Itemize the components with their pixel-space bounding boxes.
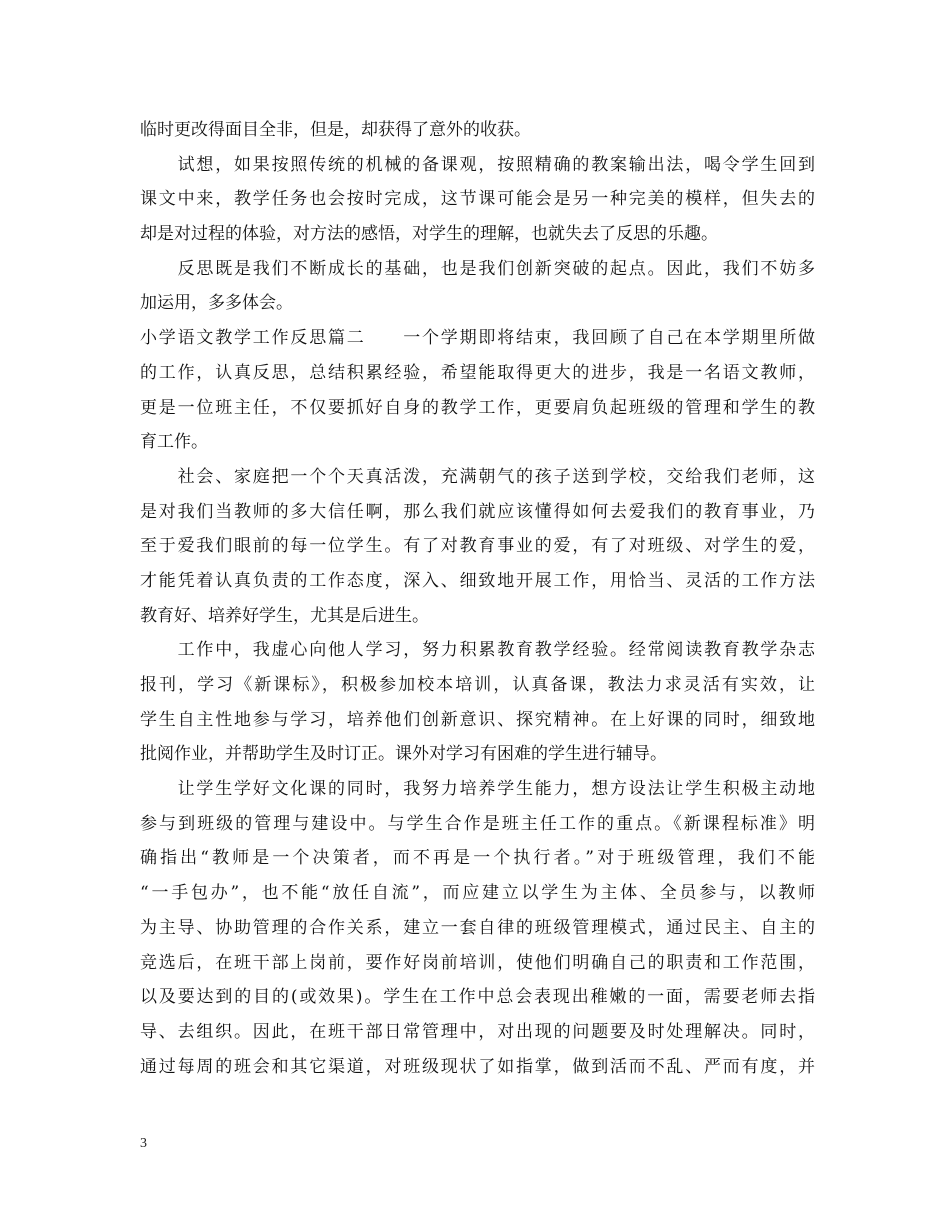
text-line: 至于爱我们眼前的每一位学生。有了对教育事业的爱，有了对班级、对学生的爱，: [140, 536, 815, 557]
text-line: 为主导、协助管理的合作关系，建立一套自律的班级管理模式，通过民主、自主的: [140, 917, 815, 938]
text-line: 试想，如果按照传统的机械的备课观，按照精确的教案输出法，喝令学生回到: [140, 154, 815, 175]
text-line: 教育好、培养好学生，尤其是后进生。: [140, 605, 429, 626]
text-line: 加运用，多多体会。: [140, 293, 293, 314]
text-line: 导、去组织。因此，在班干部日常管理中，对出现的问题要及时处理解决。同时，: [140, 1021, 815, 1042]
text-line: 通过每周的班会和其它渠道，对班级现状了如指掌，做到活而不乱、严而有度，并: [140, 1056, 815, 1077]
text-line: 才能凭着认真负责的工作态度，深入、细致地开展工作，用恰当、灵活的工作方法: [140, 570, 815, 591]
text-line: 课文中来，教学任务也会按时完成，这节课可能会是另一种完美的模样，但失去的: [140, 189, 815, 210]
text-line: 学生自主性地参与学习，培养他们创新意识、探究精神。在上好课的同时，细致地: [140, 709, 815, 730]
text-line: 社会、家庭把一个个天真活泼，充满朝气的孩子送到学校，交给我们老师，这: [140, 466, 815, 487]
page-number: 3: [140, 1136, 147, 1151]
text-line: 竞选后，在班干部上岗前，要作好岗前培训，使他们明确自己的职责和工作范围，: [140, 952, 815, 973]
text-line: 却是对过程的体验，对方法的感悟，对学生的理解，也就失去了反思的乐趣。: [140, 224, 718, 245]
text-line: 参与到班级的管理与建设中。与学生合作是班主任工作的重点。《新课程标准》明: [140, 813, 815, 834]
text-line: 报刊，学习《新课标》，积极参加校本培训，认真备课，教法力求灵活有实效，让: [140, 675, 815, 695]
text-line: 的工作，认真反思，总结积累经验，希望能取得更大的进步，我是一名语文教师，: [140, 362, 815, 383]
text-line: 小学语文教学工作反思篇二 一个学期即将结束，我回顾了自己在本学期里所做: [140, 328, 815, 349]
text-line: 是对我们当教师的多大信任啊，那么我们就应该懂得如何去爱我们的教育事业，乃: [140, 501, 815, 522]
text-line: 以及要达到的目的(或效果)。学生在工作中总会表现出稚嫩的一面，需要老师去指: [140, 987, 815, 1008]
text-line: 更是一位班主任，不仅要抓好自身的教学工作，更要肩负起班级的管理和学生的教: [140, 397, 815, 418]
text-line: 育工作。: [140, 432, 208, 453]
text-line: 工作中，我虚心向他人学习，努力积累教育教学经验。经常阅读教育教学杂志: [140, 640, 815, 661]
text-line: 反思既是我们不断成长的基础，也是我们创新突破的起点。因此，我们不妨多: [140, 258, 815, 279]
text-line: 让学生学好文化课的同时，我努力培养学生能力，想方设法让学生积极主动地: [140, 779, 815, 800]
text-line: 临时更改得面目全非，但是，却获得了意外的收获。: [140, 120, 531, 140]
text-line: “一手包办”，也不能“放任自流”，而应建立以学生为主体、全员参与，以教师: [140, 883, 815, 904]
text-line: 确指出“教师是一个决策者，而不再是一个执行者。”对于班级管理，我们不能: [140, 848, 815, 869]
body-text: [140, 113, 815, 1084]
text-line: 批阅作业，并帮助学生及时订正。课外对学习有困难的学生进行辅导。: [140, 744, 667, 765]
